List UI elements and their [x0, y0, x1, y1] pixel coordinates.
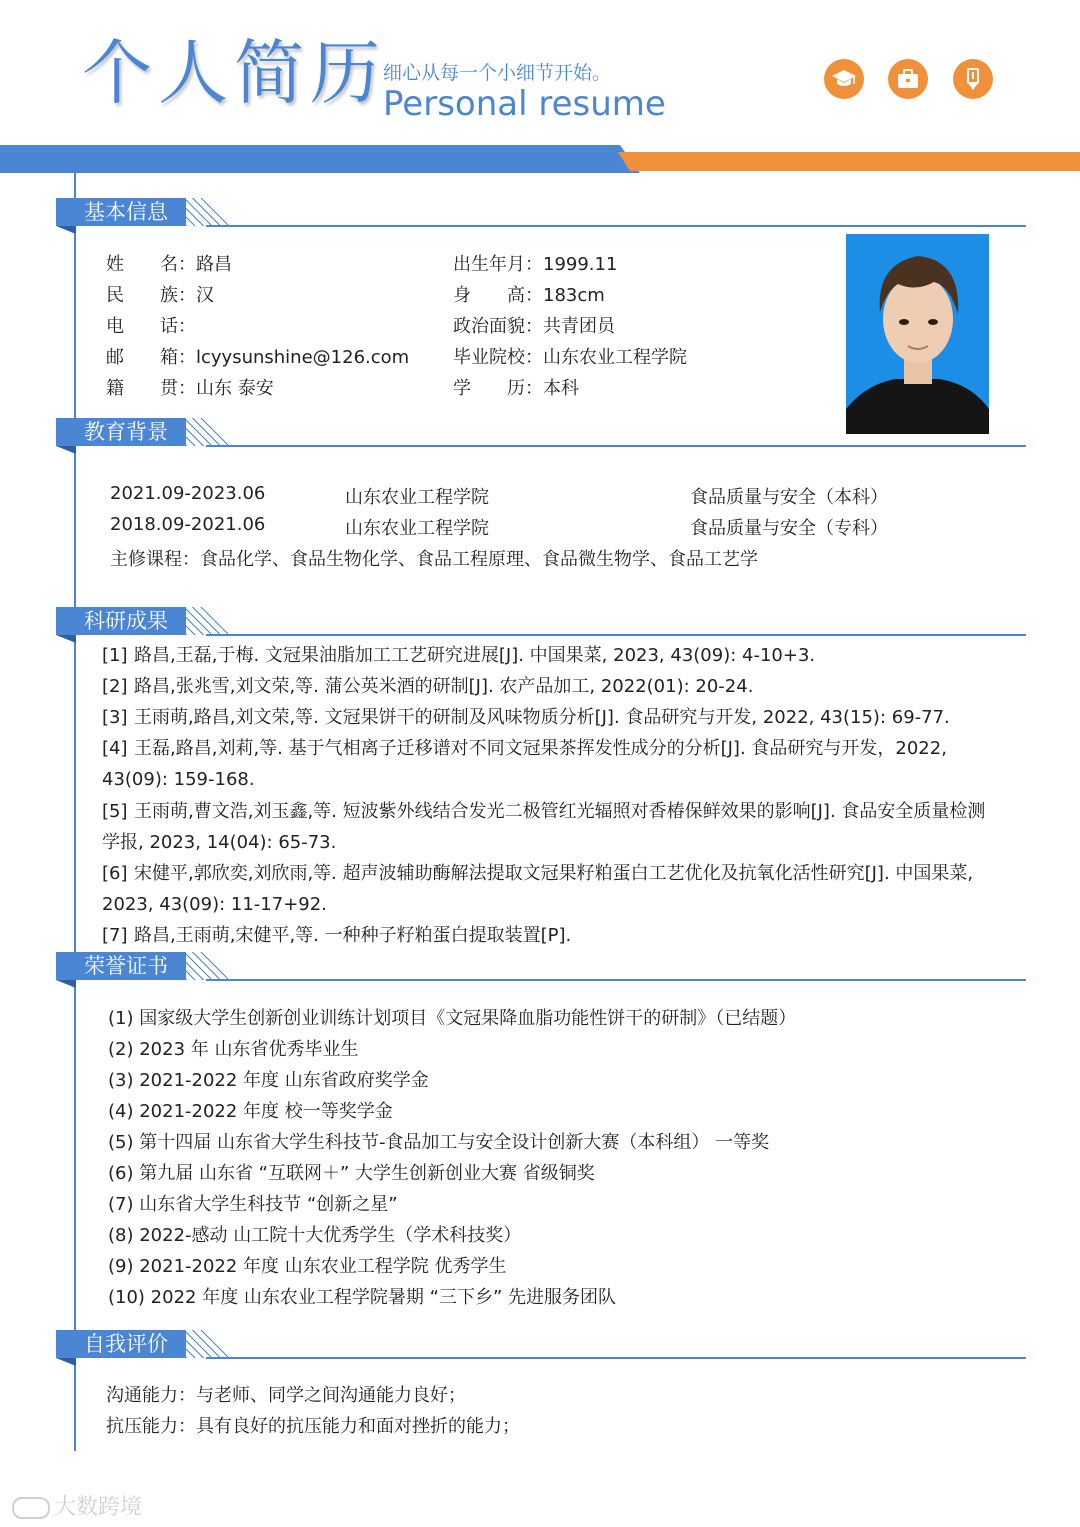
- profile-photo: [846, 234, 989, 434]
- school-label: 毕业院校：: [453, 347, 543, 368]
- edu-major: 食品质量与安全（本科）: [690, 487, 888, 508]
- section-header-basic: [56, 198, 1026, 238]
- email-row: [106, 343, 409, 369]
- watermark: [12, 1490, 142, 1521]
- birth-label: 出生年月：: [453, 254, 543, 275]
- degree-value: 本科: [543, 378, 579, 399]
- publication-text: 路昌,王磊,于梅. 文冠果油脂加工工艺研究进展[J]. 中国果菜, 2023, 43(09): 4-10+3.: [134, 645, 816, 666]
- edu-period: 2021.09-2023.06: [110, 483, 266, 504]
- ethnic-row: [106, 281, 214, 307]
- page-title: 个人简历: [82, 32, 386, 114]
- honor-item: (2) 2023 年 山东省优秀毕业生: [108, 1039, 359, 1060]
- email-label: 邮 箱：: [106, 347, 196, 368]
- publication-item: [102, 920, 1002, 951]
- publication-number: [7]: [102, 925, 128, 946]
- publication-item: [102, 640, 1002, 671]
- header-band-blue: [0, 145, 640, 173]
- name-label: 姓 名：: [106, 254, 196, 275]
- publication-text: 王磊,路昌,刘莉,等. 基于气相离子迁移谱对不同文冠果茶挥发性成分的分析[J]. 食品研究与开发，2022, 43(09): 159-168.: [102, 738, 947, 790]
- phone-label: 电 话：: [106, 316, 196, 337]
- pen-icon: [953, 59, 993, 99]
- height-value: 183cm: [543, 285, 605, 306]
- publication-text: 王雨萌,曹文浩,刘玉鑫,等. 短波紫外线结合发光二极管红光辐照对香椿保鲜效果的影响[J]. 食品安全质量检测学报, 2023, 14(04): 65-73.: [102, 801, 986, 853]
- school-value: 山东农业工程学院: [543, 347, 687, 368]
- graduation-cap-icon: [824, 59, 864, 99]
- publication-text: 路昌,张兆雪,刘文荣,等. 蒲公英米酒的研制[J]. 农产品加工, 2022(01): 20-24.: [134, 676, 754, 697]
- political-label: 政治面貌：: [453, 316, 543, 337]
- section-title: 自我评价: [56, 1330, 186, 1358]
- edu-period: 2018.09-2021.06: [110, 514, 266, 535]
- origin-row: [106, 374, 274, 400]
- edu-school: 山东农业工程学院: [345, 487, 489, 508]
- degree-label: 学 历：: [453, 378, 543, 399]
- phone-row: [106, 312, 196, 338]
- political-value: 共青团员: [543, 316, 615, 337]
- publication-item: [102, 702, 1002, 733]
- publication-text: 路昌,王雨萌,宋健平,等. 一种种子籽粕蛋白提取装置[P].: [134, 925, 572, 946]
- publication-item: [102, 858, 1002, 920]
- birth-row: [453, 250, 617, 276]
- honor-item: (9) 2021-2022 年度 山东农业工程学院 优秀学生: [108, 1256, 507, 1277]
- height-row: [453, 281, 605, 307]
- honor-item: (3) 2021-2022 年度 山东省政府奖学金: [108, 1070, 429, 1091]
- honor-item: (4) 2021-2022 年度 校一等奖学金: [108, 1101, 393, 1122]
- timeline-line: [74, 173, 76, 1451]
- degree-row: [453, 374, 579, 400]
- self-eval-item: 沟通能力：与老师、同学之间沟通能力良好；: [106, 1385, 466, 1406]
- honor-item: (6) 第九届 山东省 “互联网＋” 大学生创新创业大赛 省级铜奖: [108, 1163, 595, 1184]
- publication-number: [5]: [102, 801, 128, 822]
- publication-number: [1]: [102, 645, 128, 666]
- watermark-logo-icon: [12, 1497, 50, 1519]
- header-band-orange: [618, 152, 1080, 171]
- section-title: 教育背景: [56, 418, 186, 446]
- honor-item: (10) 2022 年度 山东农业工程学院暑期 “三下乡” 先进服务团队: [108, 1287, 617, 1308]
- ethnic-label: 民 族：: [106, 285, 196, 306]
- edu-major: 食品质量与安全（专科）: [690, 518, 888, 539]
- name-row: [106, 250, 232, 276]
- subtitle-cn: 细心从每一个小细节开始。: [383, 62, 612, 84]
- publication-text: 王雨萌,路昌,刘文荣,等. 文冠果饼干的研制及风味物质分析[J]. 食品研究与开发, 2022, 43(15): 69-77.: [134, 707, 950, 728]
- name-value: 路昌: [196, 254, 232, 275]
- height-label: 身 高：: [453, 285, 543, 306]
- section-header-education: [56, 418, 1026, 458]
- section-header-self-eval: [56, 1330, 1026, 1370]
- publication-number: [3]: [102, 707, 128, 728]
- courses: 主修课程：食品化学、食品生物化学、食品工程原理、食品微生物学、食品工艺学: [110, 549, 758, 570]
- political-row: [453, 312, 615, 338]
- section-title: 基本信息: [56, 198, 186, 226]
- honor-item: (7) 山东省大学生科技节 “创新之星”: [108, 1194, 398, 1215]
- origin-value: 山东 泰安: [196, 378, 274, 399]
- section-header-honors: [56, 952, 1026, 992]
- honor-item: (8) 2022-感动 山工院十大优秀学生（学术科技奖）: [108, 1225, 522, 1246]
- honor-item: (5) 第十四届 山东省大学生科技节-食品加工与安全设计创新大赛（本科组） 一等奖: [108, 1132, 770, 1153]
- watermark-text: 大数跨境: [54, 1495, 143, 1520]
- school-row: [453, 343, 687, 369]
- self-eval-item: 抗压能力：具有良好的抗压能力和面对挫折的能力；: [106, 1416, 520, 1437]
- subtitle-en: Personal resume: [383, 84, 666, 124]
- publication-number: [6]: [102, 863, 128, 884]
- publication-number: [2]: [102, 676, 128, 697]
- publication-item: [102, 671, 1002, 702]
- honor-item: (1) 国家级大学生创新创业训练计划项目《文冠果降血脂功能性饼干的研制》（已结题）: [108, 1008, 797, 1029]
- briefcase-icon: [888, 59, 928, 99]
- publication-item: [102, 733, 1002, 795]
- ethnic-value: 汉: [196, 285, 214, 306]
- section-title: 荣誉证书: [56, 952, 186, 980]
- edu-school: 山东农业工程学院: [345, 518, 489, 539]
- publication-number: [4]: [102, 738, 128, 759]
- publication-item: [102, 796, 1002, 858]
- email-value: lcyysunshine@126.com: [196, 347, 410, 368]
- birth-value: 1999.11: [543, 254, 618, 275]
- section-title: 科研成果: [56, 607, 186, 635]
- origin-label: 籍 贯：: [106, 378, 196, 399]
- publication-text: 宋健平,郭欣奕,刘欣雨,等. 超声波辅助酶解法提取文冠果籽粕蛋白工艺优化及抗氧化活性研究[J]. 中国果菜, 2023, 43(09): 11-17+92.: [102, 863, 974, 915]
